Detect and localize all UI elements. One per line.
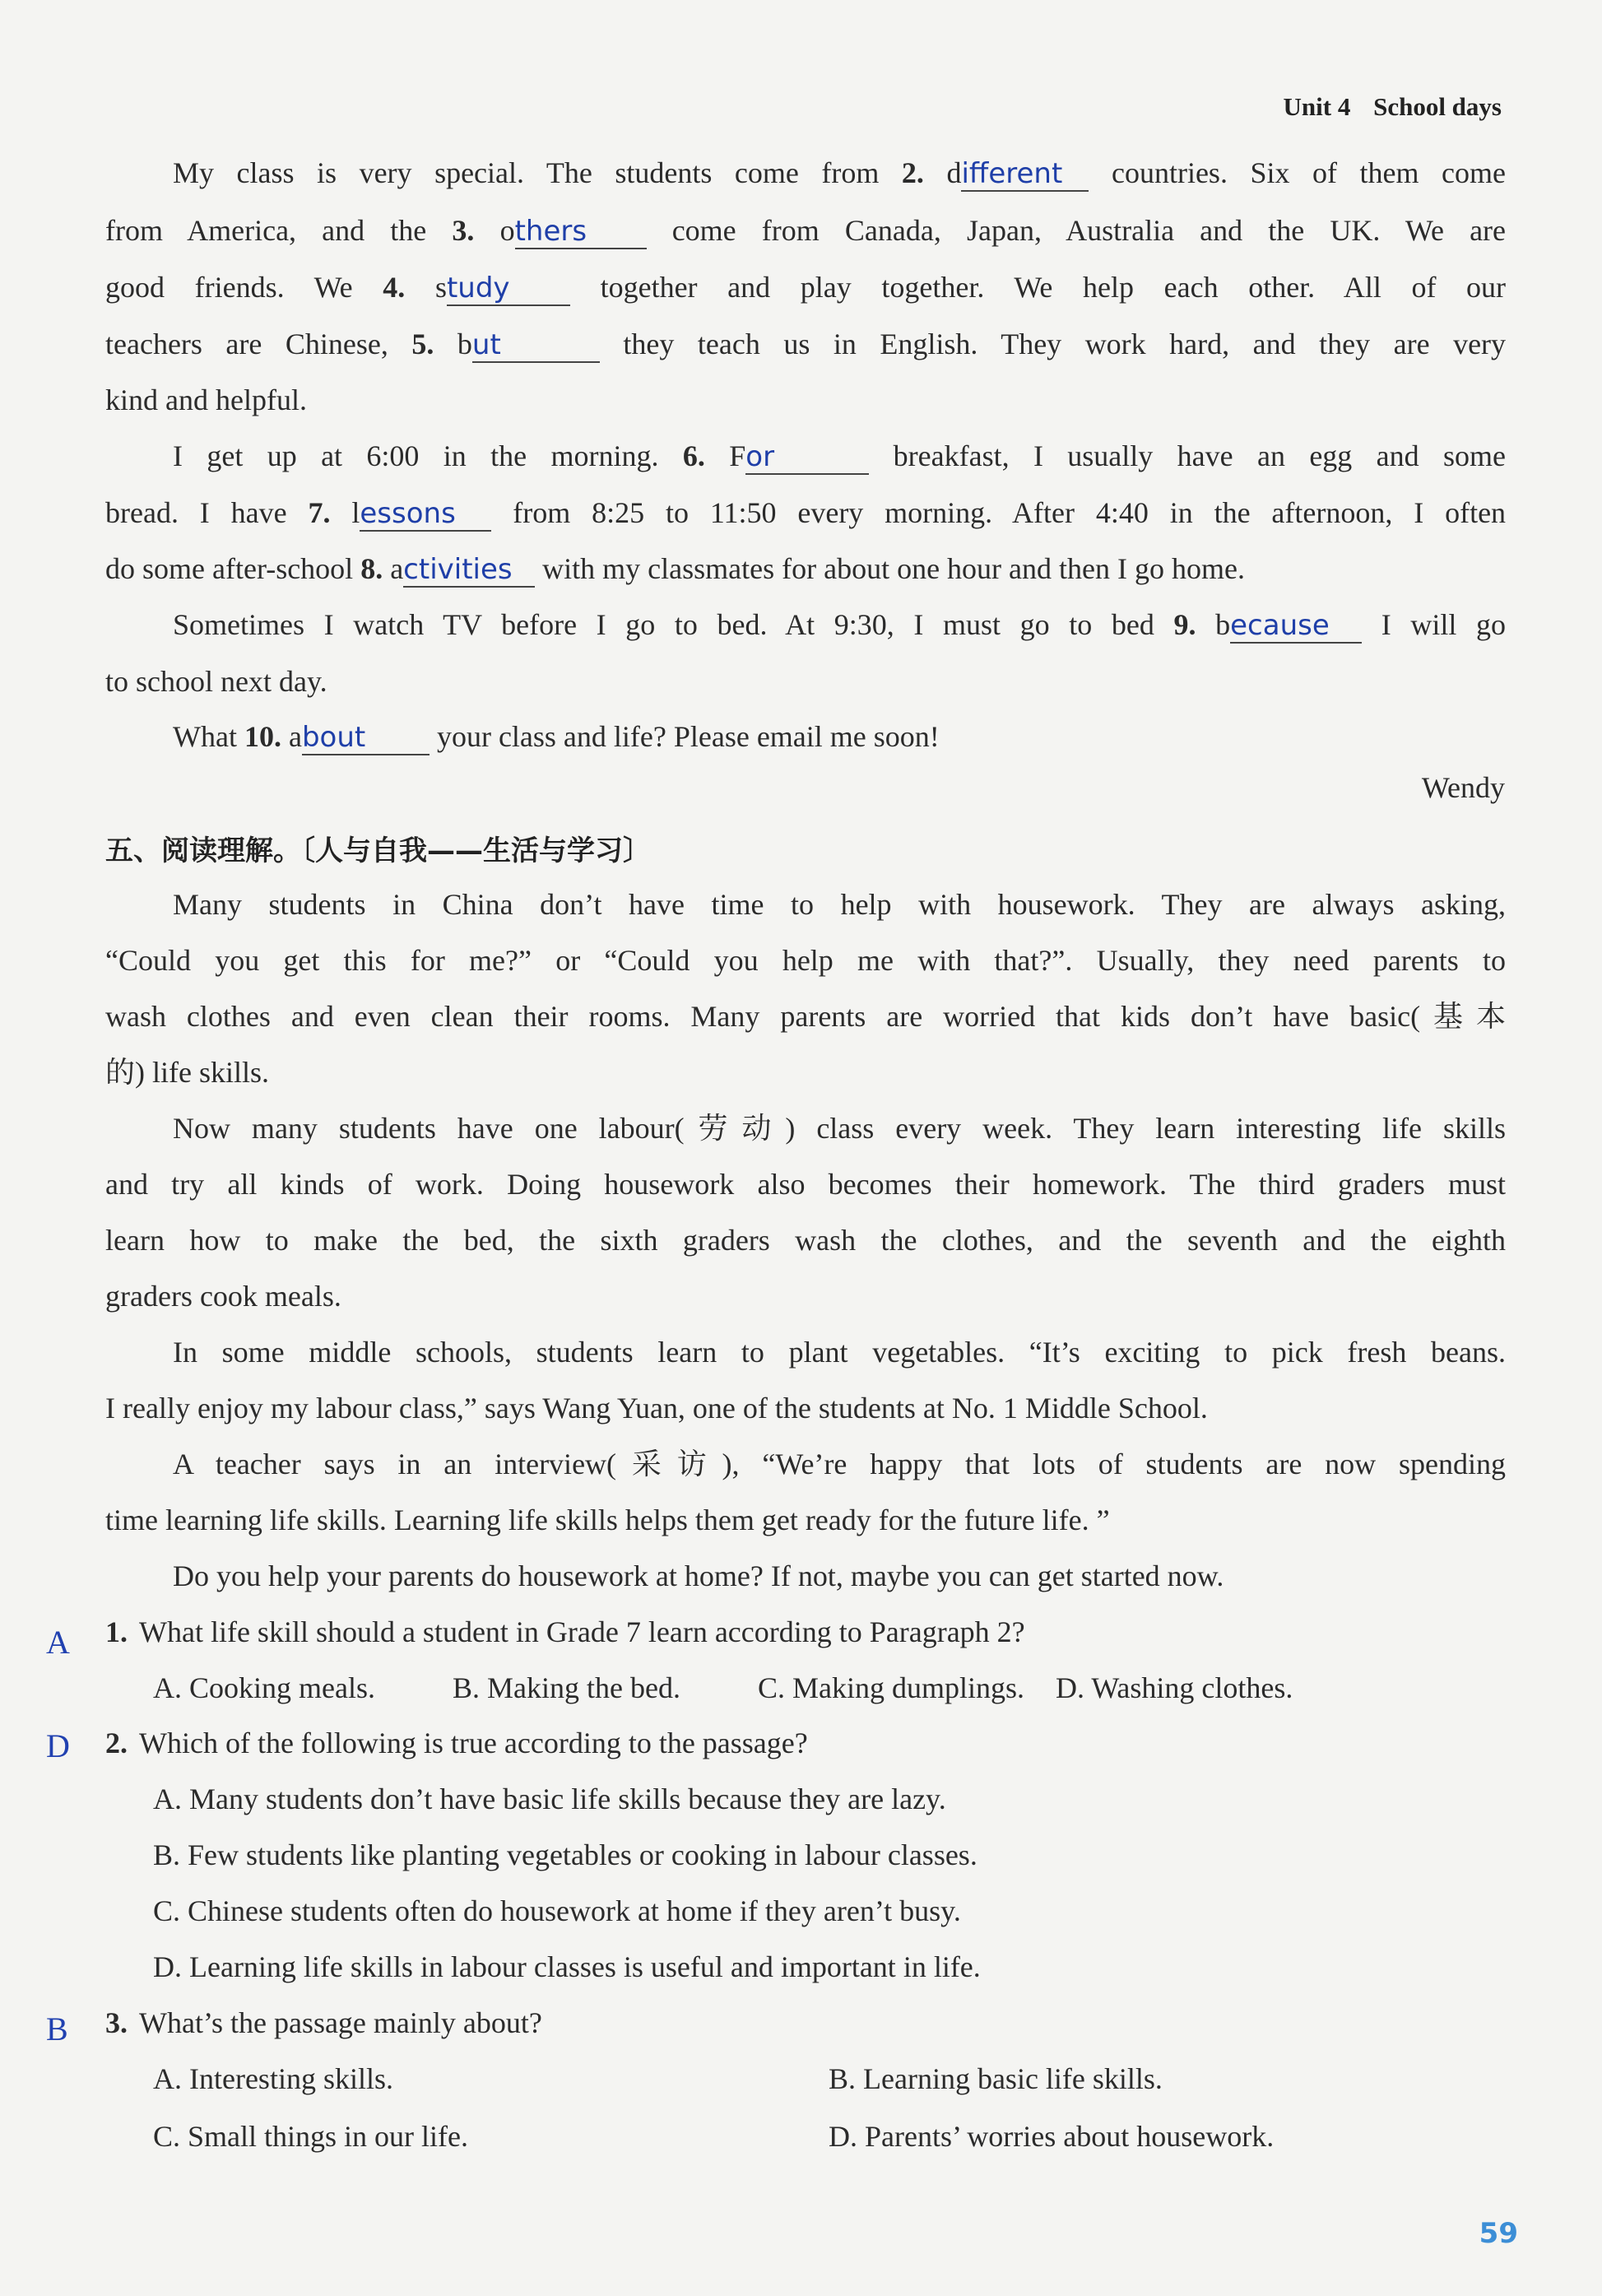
letter-line: teachers are Chinese, 5. but they teach us in English. They work hard, and they are very [105, 328, 1507, 361]
option-a[interactable]: A. Cooking meals. [153, 1671, 375, 1704]
blank-7[interactable]: essons [360, 496, 491, 532]
passage-line: A teacher says in an interview(采访), “We’re happy that lots of students are now spending [173, 1448, 1506, 1480]
blank-10[interactable]: bout [302, 720, 430, 755]
letter-line: bread. I have 7. lessons from 8:25 to 11:50 every morning. After 4:40 in the afternoon, I often [105, 496, 1507, 530]
letter-line: My class is very special. The students come from 2. different countries. Six of them come [173, 156, 1507, 190]
option-c[interactable]: C. Chinese students often do housework at home if they aren’t busy. [153, 1894, 961, 1927]
handwritten-answer: B [46, 2010, 68, 2047]
blank-6[interactable]: or [745, 439, 869, 475]
blank-3[interactable]: thers [515, 214, 647, 249]
option-a[interactable]: A. Many students don’t have basic life skills because they are lazy. [153, 1782, 946, 1815]
letter-line: from America, and the 3. others come from Canada, Japan, Australia and the UK. We are [105, 214, 1507, 248]
question: 3. What’s the passage mainly about? [105, 2006, 542, 2039]
options-row [153, 1670, 1453, 1706]
blank-2[interactable]: ifferent [961, 156, 1089, 192]
letter-line: do some after-school 8. activities with my classmates for about one hour and then I go home. [105, 552, 1245, 586]
letter-line: What 10. about your class and life? Please email me soon! [173, 720, 940, 754]
passage-line: Now many students have one labour(劳动) class every week. They learn interesting life skills [173, 1112, 1506, 1145]
passage-line: time learning life skills. Learning life skills helps them get ready for the future life. ” [105, 1504, 1110, 1536]
passage-line: Many students in China don’t have time to help with housework. They are always asking, [173, 888, 1506, 921]
signature: Wendy [1421, 771, 1505, 804]
passage-line: “Could you get this for me?” or “Could you help me with that?”. Usually, they need parents to [105, 944, 1506, 977]
passage-line: graders cook meals. [105, 1280, 341, 1313]
option-c[interactable]: C. Small things in our life. [153, 2120, 468, 2153]
blank-9[interactable]: ecause [1230, 608, 1362, 644]
page-header [1284, 92, 1502, 122]
passage-line: and try all kinds of work. Doing housework also becomes their homework. The third graders must [105, 1168, 1506, 1201]
unit-title: School days [1373, 92, 1502, 121]
option-b[interactable]: B. Learning basic life skills. [829, 2062, 1163, 2095]
question: 1. What life skill should a student in Grade 7 learn according to Paragraph 2? [105, 1615, 1025, 1648]
option-b[interactable]: B. Few students like planting vegetables or cooking in labour classes. [153, 1838, 977, 1871]
option-d[interactable]: D. Washing clothes. [1055, 1671, 1293, 1704]
passage-line: Do you help your parents do housework at home? If not, maybe you can get started now. [173, 1559, 1224, 1592]
letter-line: to school next day. [105, 665, 327, 698]
option-d[interactable]: D. Learning life skills in labour classes is useful and important in life. [153, 1950, 981, 1983]
question: 2. Which of the following is true according to the passage? [105, 1727, 808, 1759]
option-c[interactable]: C. Making dumplings. [757, 1671, 1024, 1704]
blank-5[interactable]: ut [472, 328, 600, 363]
letter-line: Sometimes I watch TV before I go to bed. At 9:30, I must go to bed 9. because I will go [173, 608, 1507, 642]
blank-8[interactable]: ctivities [403, 552, 535, 588]
option-a[interactable]: A. Interesting skills. [153, 2062, 393, 2095]
blank-4[interactable]: tudy [447, 271, 570, 306]
passage-line: wash clothes and even clean their rooms. Many parents are worried that kids don’t have basic(基本 [105, 1000, 1506, 1033]
section-title: 五、阅读理解。〔人与自我——生活与学习〕 [105, 834, 651, 867]
handwritten-answer: D [46, 1727, 70, 1764]
handwritten-answer: A [46, 1624, 70, 1661]
option-b[interactable]: B. Making the bed. [452, 1671, 680, 1704]
passage-line: In some middle schools, students learn to plant vegetables. “It’s exciting to pick fresh beans. [173, 1336, 1506, 1369]
passage-line: 的) life skills. [105, 1056, 269, 1089]
letter-line: kind and helpful. [105, 383, 307, 416]
page-number: 59 [1479, 2217, 1518, 2250]
unit-label: Unit 4 [1283, 92, 1351, 121]
option-d[interactable]: D. Parents’ worries about housework. [829, 2120, 1275, 2153]
passage-line: learn how to make the bed, the sixth graders wash the clothes, and the seventh and the eighth [105, 1224, 1506, 1257]
letter-line: I get up at 6:00 in the morning. 6. For breakfast, I usually have an egg and some [173, 439, 1507, 473]
letter-line: good friends. We 4. study together and play together. We help each other. All of our [105, 271, 1507, 304]
passage-line: I really enjoy my labour class,” says Wang Yuan, one of the students at No. 1 Middle School. [105, 1392, 1208, 1425]
